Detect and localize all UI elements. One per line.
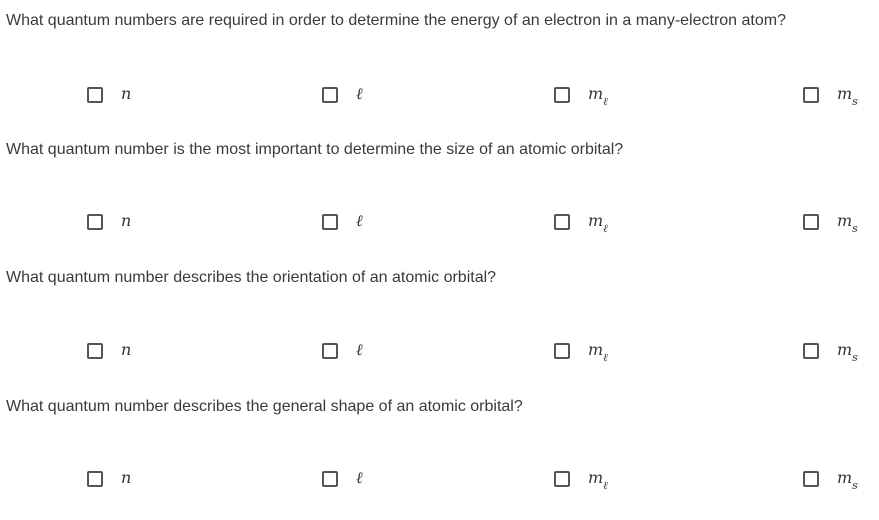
question-1-text: What quantum numbers are required in order to determine the energy of an electron in a many-electron atom?	[6, 12, 786, 29]
checkbox[interactable]	[87, 471, 103, 487]
option-label: $m_s$	[837, 83, 858, 109]
checkbox[interactable]	[803, 471, 819, 487]
q3-option-ms[interactable]	[803, 339, 858, 365]
option-label: ℓ	[356, 467, 363, 487]
question-3-text: What quantum number describes the orientation of an atomic orbital?	[6, 269, 497, 286]
question-4-text: What quantum number describes the general shape of an atomic orbital?	[6, 398, 523, 415]
option-label: ℓ	[356, 83, 363, 103]
checkbox[interactable]	[322, 343, 338, 359]
checkbox[interactable]	[322, 471, 338, 487]
q3-option-l[interactable]	[322, 340, 363, 362]
q2-option-ml[interactable]	[554, 210, 608, 236]
q1-option-l[interactable]	[322, 84, 363, 106]
option-label: ℓ	[356, 210, 363, 230]
checkbox[interactable]	[554, 87, 570, 103]
checkbox[interactable]	[322, 214, 338, 230]
option-label: n	[121, 467, 132, 487]
checkbox[interactable]	[87, 343, 103, 359]
checkbox[interactable]	[554, 343, 570, 359]
option-label: $m_\ell$	[588, 339, 608, 365]
q2-option-n[interactable]	[87, 211, 131, 233]
q2-option-ms[interactable]	[803, 210, 858, 236]
option-label: ℓ	[356, 339, 363, 359]
checkbox[interactable]	[87, 214, 103, 230]
checkbox[interactable]	[554, 214, 570, 230]
option-label: $m_s$	[837, 467, 858, 493]
option-label: n	[121, 83, 132, 103]
checkbox[interactable]	[803, 343, 819, 359]
q1-option-n[interactable]	[87, 84, 131, 106]
q4-option-ml[interactable]	[554, 467, 608, 493]
q4-option-l[interactable]	[322, 468, 363, 490]
option-label: $m_s$	[837, 210, 858, 236]
option-label: $m_\ell$	[588, 83, 608, 109]
checkbox[interactable]	[87, 87, 103, 103]
question-2-text: What quantum number is the most important to determine the size of an atomic orbital?	[6, 141, 624, 158]
option-label: n	[121, 210, 132, 230]
option-label: $m_s$	[837, 339, 858, 365]
q1-option-ms[interactable]	[803, 83, 858, 109]
q4-option-ms[interactable]	[803, 467, 858, 493]
checkbox[interactable]	[554, 471, 570, 487]
option-label: n	[121, 339, 132, 359]
q3-option-ml[interactable]	[554, 339, 608, 365]
q2-option-l[interactable]	[322, 211, 363, 233]
option-label: $m_\ell$	[588, 210, 608, 236]
option-label: $m_\ell$	[588, 467, 608, 493]
checkbox[interactable]	[803, 87, 819, 103]
checkbox[interactable]	[322, 87, 338, 103]
q1-option-ml[interactable]	[554, 83, 608, 109]
q4-option-n[interactable]	[87, 468, 131, 490]
q3-option-n[interactable]	[87, 340, 131, 362]
checkbox[interactable]	[803, 214, 819, 230]
